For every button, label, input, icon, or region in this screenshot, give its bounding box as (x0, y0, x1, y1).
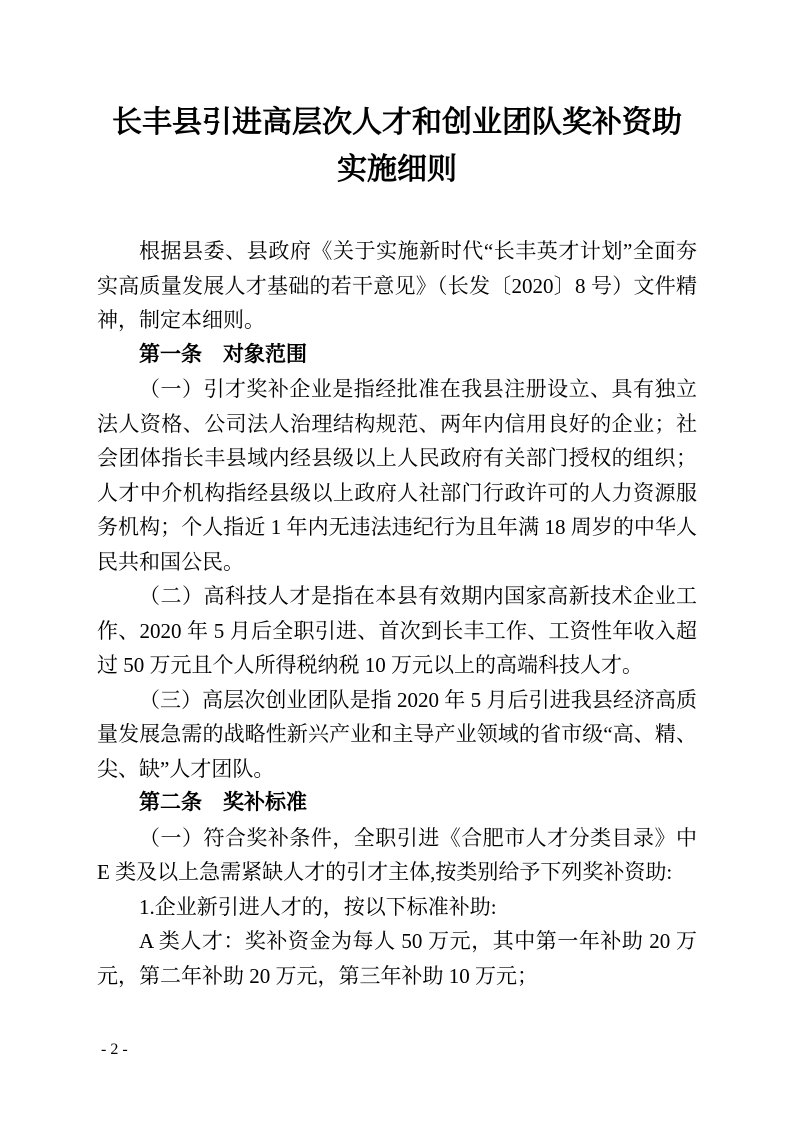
section-heading-article-2: 第二条 奖补标准 (139, 791, 307, 814)
document-title (0, 99, 794, 193)
document-body (97, 234, 697, 993)
document-title-line2: 实施细则 (337, 153, 457, 186)
paragraph-article2-class-a: A 类人才：奖补资金为每人 50 万元，其中第一年补助 20 万元，第二年补助 20 万元，第三年补助 10 万元； (97, 929, 697, 988)
page-number: - 2 - (101, 1041, 128, 1058)
paragraph-article1-item1: （一）引才奖补企业是指经批准在我县注册设立、具有独立法人资格、公司法人治理结构规范、两年内信用良好的企业；社会团体指长丰县域内经县级以上人民政府有关部门授权的组织；人才中介机构指经县级以上政府人社部门行政许可的人力资源服务机构；个人指近 1 年内无违法违纪行为且年满 18 周岁的中华人民共和国公民。 (97, 377, 697, 574)
section-heading-article-1: 第一条 对象范围 (139, 342, 307, 366)
paragraph-article1-item2: （二）高科技人才是指在本县有效期内国家高新技术企业工作、2020 年 5 月后全职引进、首次到长丰工作、工资性年收入超过 50 万元且个人所得税纳税 10 万元以上的高端科技人才。 (97, 584, 697, 677)
paragraph-article2-item1: （一）符合奖补条件，全职引进《合肥市人才分类目录》中 E 类及以上急需紧缺人才的引才主体,按类别给予下列奖补资助: (97, 825, 697, 884)
paragraph-intro: 根据县委、县政府《关于实施新时代“长丰英才计划”全面夯实高质量发展人才基础的若干意见》（长发〔2020〕8 号）文件精神，制定本细则。 (97, 239, 697, 332)
paragraph-article1-item3: （三）高层次创业团队是指 2020 年 5 月后引进我县经济高质量发展急需的战略性新兴产业和主导产业领域的省市级“高、精、尖、缺”人才团队。 (97, 687, 697, 781)
document-title-line1: 长丰县引进高层次人才和创业团队奖补资助 (112, 106, 682, 139)
paragraph-article2-sub1: 1.企业新引进人才的，按以下标准补助: (139, 894, 497, 919)
